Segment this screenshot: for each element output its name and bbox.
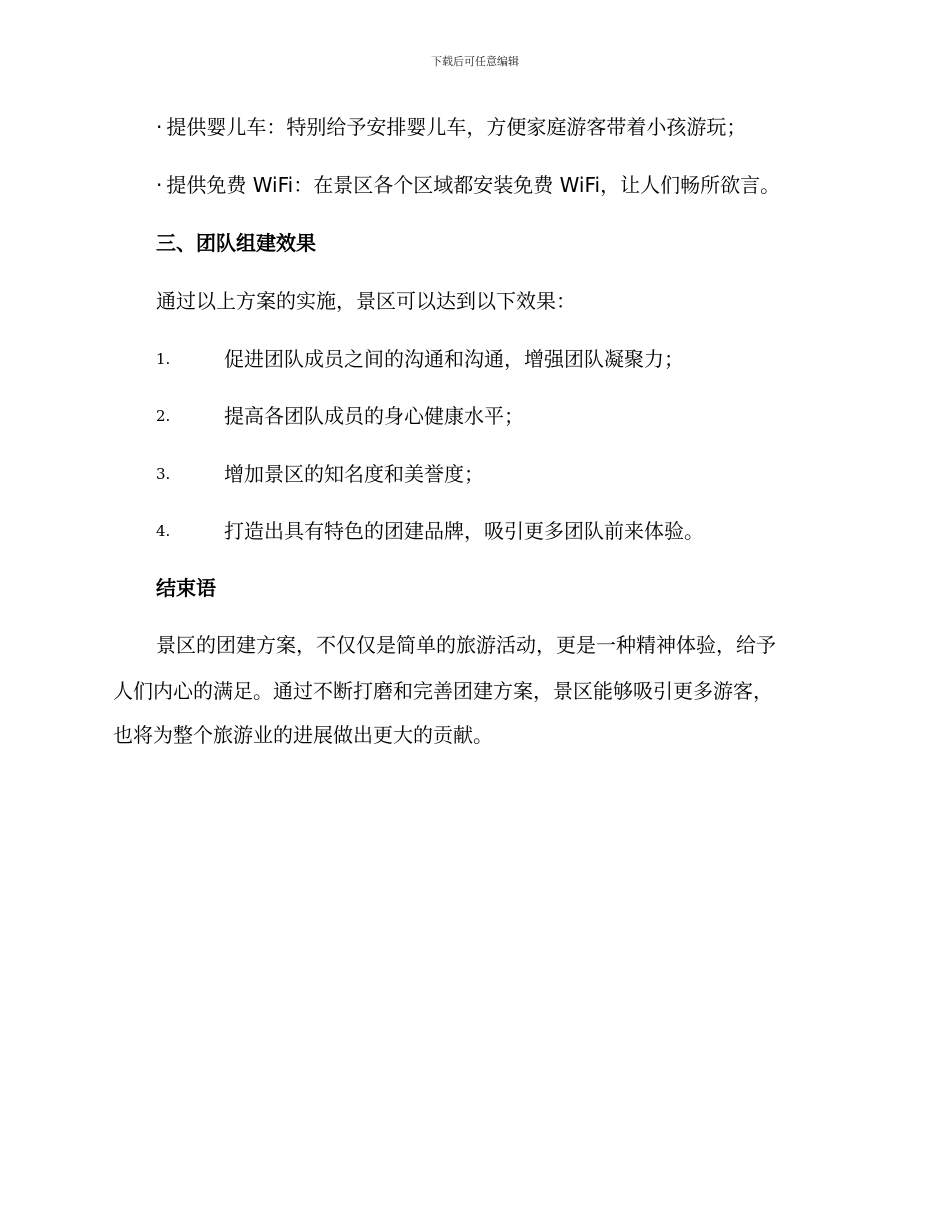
- list-item-text: 提高各团队成员的身心健康水平；: [224, 404, 524, 428]
- conclusion-line: 景区的团建方案，不仅仅是简单的旅游活动，更是一种精神体验，给予: [156, 633, 776, 657]
- conclusion-line: 也将为整个旅游业的进展做出更大的贡献。: [113, 723, 493, 747]
- list-item-number: 4.: [156, 522, 171, 540]
- list-item-number: 1.: [156, 350, 171, 368]
- bullet-text: 提供免费 WiFi：在景区各个区域都安装免费 WiFi，让人们畅所欲言。: [166, 173, 781, 197]
- list-item-text: 促进团队成员之间的沟通和沟通，增强团队凝聚力；: [224, 347, 684, 371]
- bullet-item-wifi: [156, 170, 780, 200]
- list-item-text: 打造出具有特色的团建品牌，吸引更多团队前来体验。: [224, 519, 704, 543]
- bullet-mark: ·: [156, 115, 163, 139]
- bullet-mark: ·: [156, 173, 163, 197]
- conclusion-line: 人们内心的满足。通过不断打磨和完善团建方案，景区能够吸引更多游客，: [113, 679, 773, 703]
- list-item-number: 3.: [156, 465, 171, 483]
- bullet-item-stroller: [156, 112, 746, 142]
- bullet-text: 提供婴儿车：特别给予安排婴儿车，方便家庭游客带着小孩游玩；: [166, 115, 747, 139]
- conclusion-heading: 结束语: [156, 576, 216, 600]
- list-item-number: 2.: [156, 407, 171, 425]
- section-intro: 通过以上方案的实施，景区可以达到以下效果：: [156, 289, 576, 313]
- list-item-text: 增加景区的知名度和美誉度；: [224, 462, 484, 486]
- page-header: 下载后可任意编辑: [431, 55, 519, 68]
- section-heading-team-effect: 三、团队组建效果: [156, 231, 316, 255]
